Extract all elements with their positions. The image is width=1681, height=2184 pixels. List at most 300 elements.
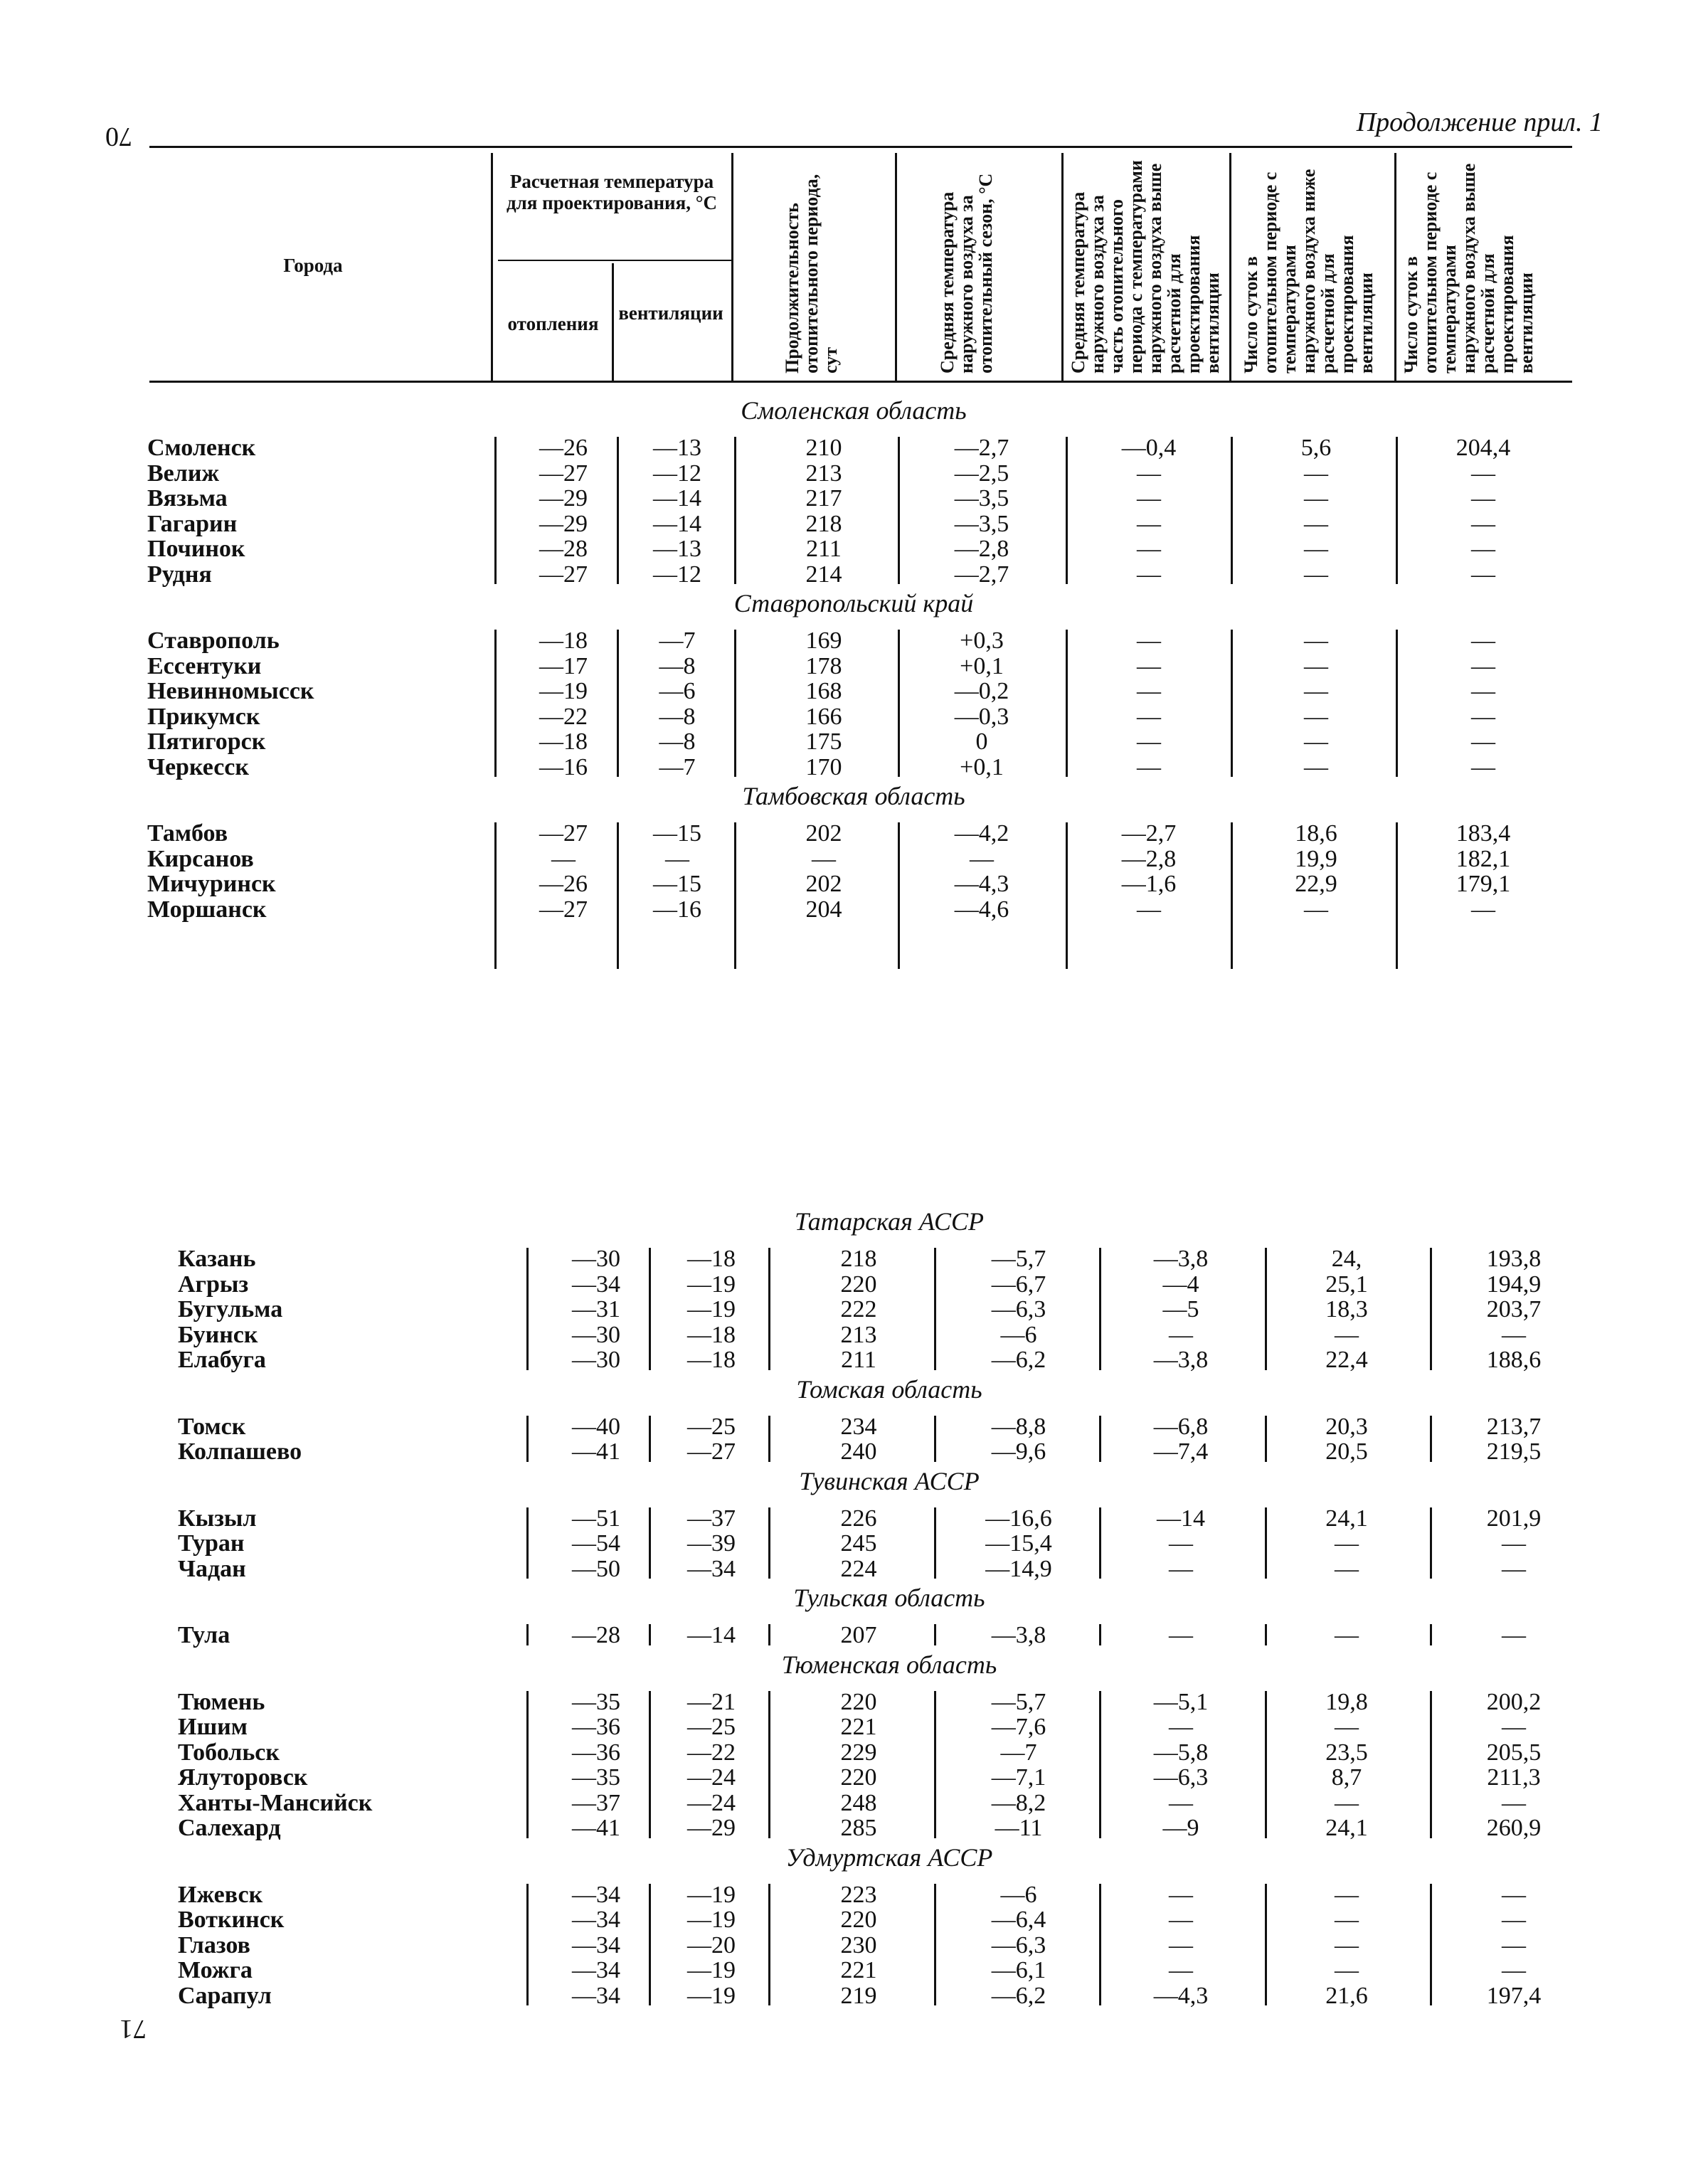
cell-value: —14 <box>687 1622 736 1648</box>
cell-value: —5,7 <box>991 1246 1046 1272</box>
cell-value: — <box>1137 561 1161 588</box>
header-ventilation: вентиляции <box>618 302 723 324</box>
cell-value: 211 <box>806 536 842 562</box>
cell-value: —6,3 <box>991 1296 1046 1322</box>
column-separator <box>768 1507 770 1579</box>
table-row <box>0 654 1681 679</box>
region-title: Тамбовская область <box>742 782 965 810</box>
cell-value: 200,2 <box>1486 1688 1542 1715</box>
cell-value: 203,7 <box>1486 1296 1542 1322</box>
column-separator <box>1231 822 1233 969</box>
cell-value: 211 <box>841 1347 876 1373</box>
column-separator <box>1099 1624 1101 1645</box>
column-separator <box>1396 630 1398 777</box>
cell-value: —20 <box>687 1931 736 1958</box>
column-separator <box>768 1248 770 1370</box>
city-name: Воткинск <box>178 1907 285 1933</box>
cell-value: 210 <box>805 435 842 461</box>
cell-value: — <box>1169 1622 1193 1648</box>
cell-value: — <box>1335 1957 1359 1983</box>
cell-value: — <box>1304 460 1328 487</box>
cell-value: —3,8 <box>1153 1347 1209 1373</box>
cell-value: — <box>1471 485 1495 511</box>
cell-value: — <box>1169 1957 1193 1983</box>
cell-value: —26 <box>539 871 588 897</box>
cell-value: — <box>1169 1555 1193 1582</box>
column-separator <box>768 1624 770 1645</box>
table-row <box>0 486 1681 511</box>
column-separator <box>649 1691 651 1838</box>
cell-value: —16 <box>653 896 701 923</box>
cell-value: —35 <box>572 1764 620 1791</box>
cell-value: —34 <box>572 1881 620 1908</box>
table-row <box>0 1297 1681 1322</box>
cell-value: 217 <box>805 485 842 511</box>
table-row <box>0 1765 1681 1791</box>
cell-value: —2,7 <box>1121 820 1177 847</box>
cell-value: — <box>1169 1321 1193 1348</box>
cell-value: — <box>665 845 689 872</box>
cell-value: 204 <box>805 896 842 923</box>
column-separator <box>617 822 619 969</box>
city-name: Кирсанов <box>147 845 254 872</box>
cell-value: —8,2 <box>991 1789 1046 1816</box>
cell-value: — <box>1471 627 1495 654</box>
cell-value: 22,9 <box>1295 871 1337 897</box>
continuation-label: Продолжение прил. 1 <box>1356 107 1603 137</box>
cell-value: —4,6 <box>954 896 1009 923</box>
header-sep <box>1061 153 1064 381</box>
cell-value: — <box>1502 1622 1526 1648</box>
cell-value: — <box>1137 678 1161 704</box>
column-separator <box>1099 1248 1101 1370</box>
cell-value: —22 <box>539 703 588 730</box>
cell-value: — <box>1304 561 1328 588</box>
cell-value: —18 <box>687 1321 736 1348</box>
cell-value: —14,9 <box>985 1555 1052 1582</box>
cell-value: —25 <box>687 1413 736 1440</box>
table-row <box>0 1933 1681 1958</box>
cell-value: —36 <box>572 1714 620 1740</box>
cell-value: —29 <box>539 510 588 537</box>
cell-value: — <box>1304 896 1328 923</box>
cell-value: —51 <box>572 1505 620 1532</box>
cell-value: 178 <box>805 652 842 679</box>
cell-value: —7,4 <box>1153 1438 1209 1465</box>
cell-value: —6,3 <box>991 1931 1046 1958</box>
cell-value: 24,1 <box>1325 1505 1368 1532</box>
cell-value: — <box>1471 510 1495 537</box>
cell-value: —40 <box>572 1413 620 1440</box>
cell-value: —3,5 <box>954 485 1009 511</box>
cell-value: —6,2 <box>991 1982 1046 2009</box>
table-row <box>0 628 1681 654</box>
cell-value: — <box>1169 1881 1193 1908</box>
city-name: Чадан <box>178 1555 246 1582</box>
table-row <box>0 1246 1681 1272</box>
cell-value: — <box>1137 510 1161 537</box>
cell-value: 224 <box>840 1555 877 1582</box>
column-separator <box>1265 1624 1267 1645</box>
city-name: Тюмень <box>178 1688 265 1715</box>
cell-value: —6,2 <box>991 1347 1046 1373</box>
column-separator <box>1099 1416 1101 1462</box>
table-row <box>0 1272 1681 1298</box>
city-name: Елабуга <box>178 1347 266 1373</box>
cell-value: —18 <box>687 1347 736 1373</box>
cell-value: — <box>1304 678 1328 704</box>
cell-value: —11 <box>995 1815 1043 1841</box>
table-row <box>0 679 1681 704</box>
city-name: Ялуторовск <box>178 1764 308 1791</box>
cell-value: —41 <box>572 1438 620 1465</box>
cell-value: — <box>1335 1555 1359 1582</box>
column-separator <box>526 1507 529 1579</box>
cell-value: —14 <box>1157 1505 1205 1532</box>
region-title: Тувинская АССР <box>799 1466 980 1495</box>
cell-value: —14 <box>653 510 701 537</box>
cell-value: — <box>1471 753 1495 780</box>
cell-value: —4 <box>1162 1271 1199 1298</box>
cell-value: — <box>551 845 576 872</box>
column-separator <box>734 437 736 584</box>
cell-value: — <box>1502 1714 1526 1740</box>
header-days-below: Число суток в отопительном периоде с температурами наружного воздуха ниже расчетной для проектирования вентиляции <box>1241 169 1377 373</box>
cell-value: 182,1 <box>1455 845 1511 872</box>
cell-value: 219 <box>840 1982 877 2009</box>
table-row <box>0 511 1681 537</box>
column-separator <box>934 1624 936 1645</box>
column-separator <box>934 1691 936 1838</box>
city-name: Ижевск <box>178 1881 263 1908</box>
cell-value: —19 <box>687 1957 736 1983</box>
column-separator <box>1430 1691 1432 1838</box>
cell-value: —27 <box>539 820 588 847</box>
cell-value: —34 <box>572 1982 620 2009</box>
column-separator <box>526 1884 529 2006</box>
cell-value: — <box>1169 1931 1193 1958</box>
cell-value: 188,6 <box>1486 1347 1542 1373</box>
region-title: Удмуртская АССР <box>785 1843 993 1872</box>
table-row <box>0 1690 1681 1715</box>
cell-value: —30 <box>572 1321 620 1348</box>
cell-value: 221 <box>840 1714 877 1740</box>
cell-value: —13 <box>653 536 701 562</box>
cell-value: — <box>1304 652 1328 679</box>
cell-value: — <box>1471 652 1495 679</box>
cell-value: 18,3 <box>1325 1296 1368 1322</box>
cell-value: — <box>1502 1931 1526 1958</box>
cell-value: 205,5 <box>1486 1739 1542 1766</box>
cell-value: — <box>1304 703 1328 730</box>
cell-value: —5,7 <box>991 1688 1046 1715</box>
cell-value: —34 <box>572 1931 620 1958</box>
cell-value: —19 <box>687 1907 736 1933</box>
cell-value: —17 <box>539 652 588 679</box>
column-separator <box>1099 1884 1101 2006</box>
cell-value: 213 <box>805 460 842 487</box>
table-row <box>0 1557 1681 1582</box>
cell-value: —14 <box>653 485 701 511</box>
header-mean-temp: Средняя температура наружного воздуха за отопительный сезон, °С <box>937 173 996 373</box>
column-separator <box>494 630 497 777</box>
cell-value: —15 <box>653 871 701 897</box>
column-separator <box>1066 822 1068 969</box>
cell-value: —35 <box>572 1688 620 1715</box>
header-heating: отопления <box>507 313 599 334</box>
cell-value: 22,4 <box>1325 1347 1368 1373</box>
header-sep <box>1229 153 1231 381</box>
table-row <box>0 755 1681 780</box>
column-separator <box>1265 1884 1267 2006</box>
cell-value: — <box>812 845 836 872</box>
cell-value: 20,5 <box>1325 1438 1368 1465</box>
cell-value: 175 <box>805 728 842 755</box>
cell-value: —4,3 <box>1153 1982 1209 2009</box>
cell-value: — <box>1304 536 1328 562</box>
cell-value: 202 <box>805 871 842 897</box>
cell-value: —2,7 <box>954 435 1009 461</box>
cell-value: —0,3 <box>954 703 1009 730</box>
cell-value: —13 <box>653 435 701 461</box>
cell-value: —34 <box>572 1271 620 1298</box>
city-name: Моршанск <box>147 896 267 923</box>
cell-value: — <box>1335 1789 1359 1816</box>
region-title: Тюменская область <box>781 1650 997 1679</box>
cell-value: 213 <box>840 1321 877 1348</box>
cell-value: —6,7 <box>991 1271 1046 1298</box>
city-name: Тобольск <box>178 1739 280 1766</box>
table-row <box>0 704 1681 730</box>
cell-value: —6 <box>1000 1881 1037 1908</box>
cell-value: — <box>1304 627 1328 654</box>
cell-value: — <box>1502 1881 1526 1908</box>
cell-value: 23,5 <box>1325 1739 1368 1766</box>
cell-value: —6 <box>1000 1321 1037 1348</box>
cell-value: —19 <box>539 678 588 704</box>
cell-value: +0,1 <box>960 652 1004 679</box>
column-separator <box>649 1624 651 1645</box>
column-separator <box>494 437 497 584</box>
column-separator <box>1430 1884 1432 2006</box>
cell-value: —24 <box>687 1789 736 1816</box>
cell-value: —3,8 <box>1153 1246 1209 1272</box>
table-row <box>0 435 1681 461</box>
column-separator <box>1430 1624 1432 1645</box>
cell-value: — <box>1502 1555 1526 1582</box>
header-sep <box>895 153 897 381</box>
cell-value: — <box>1471 460 1495 487</box>
column-separator <box>734 822 736 969</box>
cell-value: 18,6 <box>1295 820 1337 847</box>
column-separator <box>1396 437 1398 584</box>
region-title: Смоленская область <box>741 396 967 425</box>
cell-value: — <box>1502 1957 1526 1983</box>
cell-value: —2,8 <box>1121 845 1177 872</box>
column-separator <box>617 630 619 777</box>
city-name: Можга <box>178 1957 253 1983</box>
cell-value: —5,8 <box>1153 1739 1209 1766</box>
cell-value: — <box>1169 1530 1193 1557</box>
city-name: Тамбов <box>147 820 228 847</box>
table-row <box>0 536 1681 562</box>
cell-value: —24 <box>687 1764 736 1791</box>
cell-value: —15 <box>653 820 701 847</box>
cell-value: — <box>1335 1714 1359 1740</box>
cell-value: 220 <box>840 1907 877 1933</box>
cell-value: 223 <box>840 1881 877 1908</box>
cell-value: — <box>1137 703 1161 730</box>
cell-value: 234 <box>840 1413 877 1440</box>
cell-value: — <box>1137 460 1161 487</box>
column-separator <box>1396 822 1398 969</box>
table-row <box>0 1347 1681 1373</box>
cell-value: +0,1 <box>960 753 1004 780</box>
cell-value: +0,3 <box>960 627 1004 654</box>
cell-value: —6 <box>659 678 696 704</box>
column-separator <box>1231 437 1233 584</box>
cell-value: —2,8 <box>954 536 1009 562</box>
cell-value: 245 <box>840 1530 877 1557</box>
cell-value: 218 <box>805 510 842 537</box>
cell-value: 230 <box>840 1931 877 1958</box>
cell-value: —2,5 <box>954 460 1009 487</box>
city-name: Черкесск <box>147 753 249 780</box>
cell-value: —27 <box>539 896 588 923</box>
cell-value: 193,8 <box>1486 1246 1542 1272</box>
region-title: Ставропольский край <box>733 589 974 617</box>
cell-value: —31 <box>572 1296 620 1322</box>
column-separator <box>898 437 900 584</box>
cell-value: — <box>1335 1622 1359 1648</box>
cell-value: —5 <box>1162 1296 1199 1322</box>
cell-value: —19 <box>687 1296 736 1322</box>
cell-value: —6,4 <box>991 1907 1046 1933</box>
cell-value: — <box>1304 510 1328 537</box>
column-separator <box>1265 1416 1267 1462</box>
city-name: Глазов <box>178 1931 250 1958</box>
city-name: Буинск <box>178 1321 258 1348</box>
column-separator <box>1265 1248 1267 1370</box>
cell-value: —7 <box>659 627 696 654</box>
cell-value: 170 <box>805 753 842 780</box>
table-row <box>0 1531 1681 1557</box>
cell-value: —19 <box>687 1271 736 1298</box>
cell-value: —29 <box>687 1815 736 1841</box>
city-name: Колпашево <box>178 1438 302 1465</box>
cell-value: —34 <box>687 1555 736 1582</box>
city-name: Тула <box>178 1622 230 1648</box>
cell-value: — <box>1335 1907 1359 1933</box>
cell-value: —5,1 <box>1153 1688 1209 1715</box>
cell-value: — <box>1335 1931 1359 1958</box>
cell-value: — <box>1137 627 1161 654</box>
column-separator <box>617 437 619 584</box>
cell-value: —25 <box>687 1714 736 1740</box>
cell-value: —6,1 <box>991 1957 1046 1983</box>
cell-value: —36 <box>572 1739 620 1766</box>
region-title: Тульская область <box>793 1584 985 1612</box>
cell-value: —7 <box>659 753 696 780</box>
city-name: Велиж <box>147 460 220 487</box>
cell-value: 8,7 <box>1331 1764 1362 1791</box>
cell-value: —15,4 <box>985 1530 1052 1557</box>
city-name: Рудня <box>147 561 212 588</box>
cell-value: 5,6 <box>1300 435 1332 461</box>
cell-value: 229 <box>840 1739 877 1766</box>
table-row <box>0 871 1681 897</box>
city-name: Гагарин <box>147 510 238 537</box>
column-separator <box>1099 1507 1101 1579</box>
city-name: Прикумск <box>147 703 260 730</box>
cell-value: 21,6 <box>1325 1982 1368 2009</box>
cell-value: 19,8 <box>1325 1688 1368 1715</box>
cell-value: —16 <box>539 753 588 780</box>
cell-value: 211,3 <box>1487 1764 1541 1791</box>
cell-value: 248 <box>840 1789 877 1816</box>
cell-value: —18 <box>687 1246 736 1272</box>
table-row <box>0 1882 1681 1908</box>
cell-value: —0,2 <box>954 678 1009 704</box>
column-separator <box>898 822 900 969</box>
cell-value: — <box>1502 1321 1526 1348</box>
city-name: Ставрополь <box>147 627 280 654</box>
city-name: Невинномысск <box>147 678 314 704</box>
column-separator <box>934 1507 936 1579</box>
cell-value: 220 <box>840 1688 877 1715</box>
city-name: Вязьма <box>147 485 228 511</box>
table-row <box>0 461 1681 487</box>
cell-value: 260,9 <box>1486 1815 1542 1841</box>
city-name: Мичуринск <box>147 871 276 897</box>
cell-value: —22 <box>687 1739 736 1766</box>
cell-value: — <box>1502 1530 1526 1557</box>
column-separator <box>1265 1507 1267 1579</box>
header-sub-rule <box>498 260 731 261</box>
cell-value: —37 <box>572 1789 620 1816</box>
cell-value: —18 <box>539 627 588 654</box>
cell-value: 20,3 <box>1325 1413 1368 1440</box>
column-separator <box>1231 630 1233 777</box>
city-name: Ессентуки <box>147 652 262 679</box>
cell-value: —28 <box>572 1622 620 1648</box>
cell-value: —27 <box>539 460 588 487</box>
city-name: Ханты-Мансийск <box>178 1789 373 1816</box>
cell-value: —9,6 <box>991 1438 1046 1465</box>
header-top-rule <box>149 146 1572 148</box>
cell-value: — <box>1169 1714 1193 1740</box>
cell-value: — <box>1137 536 1161 562</box>
column-separator <box>1066 437 1068 584</box>
table-row <box>0 1983 1681 2009</box>
city-name: Смоленск <box>147 435 256 461</box>
column-separator <box>526 1416 529 1462</box>
column-separator <box>1430 1416 1432 1462</box>
cell-value: — <box>1471 703 1495 730</box>
cell-value: 179,1 <box>1455 871 1511 897</box>
cell-value: 24,1 <box>1325 1815 1368 1841</box>
table-row <box>0 1322 1681 1348</box>
column-separator <box>768 1691 770 1838</box>
column-separator <box>1265 1691 1267 1838</box>
cell-value: —28 <box>539 536 588 562</box>
cell-value: 202 <box>805 820 842 847</box>
cell-value: — <box>1471 896 1495 923</box>
header-sep <box>491 153 493 381</box>
column-separator <box>734 630 736 777</box>
cell-value: — <box>1137 896 1161 923</box>
cell-value: 219,5 <box>1486 1438 1542 1465</box>
